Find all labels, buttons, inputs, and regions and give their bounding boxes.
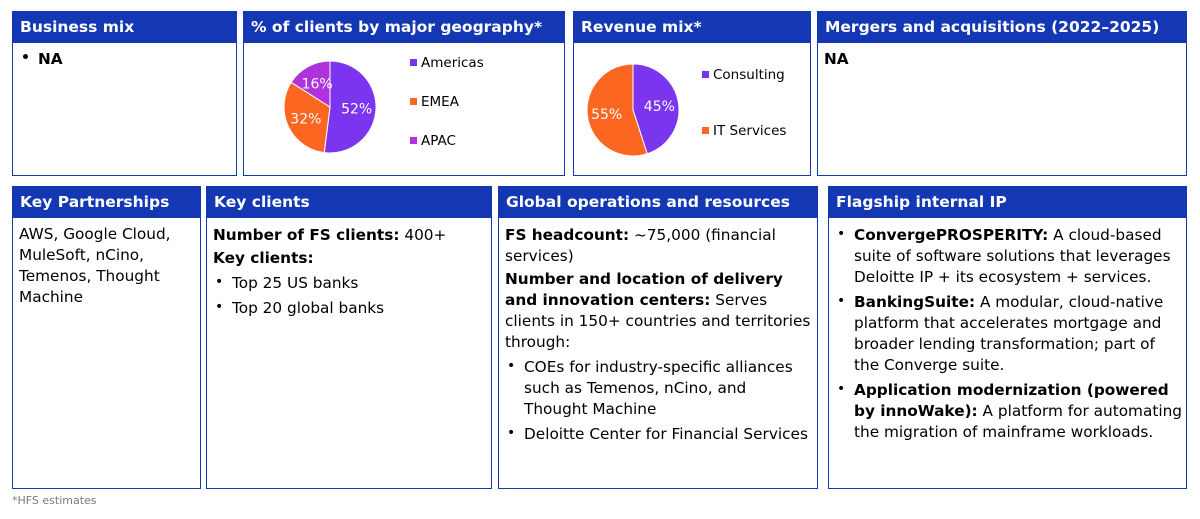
centers-line <box>505 269 811 353</box>
ip-desc: A modular, cloud-native platform that accelerates mortgage and broader lending transformation; part of the Converge suite. <box>854 293 1164 374</box>
footnote: *HFS estimates <box>12 494 97 507</box>
list-item: • Top 25 US banks <box>213 273 485 294</box>
apac-swatch <box>410 137 417 144</box>
revenue-card <box>573 11 811 176</box>
flagship-title: Flagship internal IP <box>829 187 1186 218</box>
list-item: • COEs for industry-specific alliances such as Temenos, nCino, and Thought Machine <box>505 357 811 420</box>
legend-item-apac <box>410 133 456 149</box>
legend-item-emea <box>410 94 459 110</box>
flagship-card <box>828 186 1187 489</box>
ip-name: Application modernization (powered by innoWake): <box>854 381 1169 420</box>
list-item <box>835 225 1182 288</box>
emea-swatch <box>410 98 417 105</box>
list-item <box>835 292 1182 376</box>
legend-item-consulting <box>702 67 785 83</box>
consulting-swatch <box>702 71 709 78</box>
clients-card <box>206 186 492 489</box>
geography-title: % of clients by major geography* <box>244 12 564 43</box>
ip-desc: A platform for automating the migration of mainframe workloads. <box>854 402 1182 441</box>
ma-card <box>817 11 1187 176</box>
centers-value: Serves clients in 150+ countries and territories through: <box>505 291 811 351</box>
revenue-pie-chart <box>585 62 681 158</box>
revenue-title: Revenue mix* <box>574 12 810 43</box>
partnerships-title: Key Partnerships <box>13 187 200 218</box>
ma-title: Mergers and acquisitions (2022–2025) <box>818 12 1186 43</box>
headcount-value: ~75,000 (financial services) <box>505 226 776 265</box>
centers-label: Number and location of delivery and innovation centers: <box>505 270 783 309</box>
revenue-legend <box>702 67 807 147</box>
ip-desc: A cloud-based suite of software solutions that leverages Deloitte IP + its ecosystem + services. <box>854 226 1171 286</box>
list-item: • Deloitte Center for Financial Services <box>505 424 811 445</box>
list-item: • Top 20 global banks <box>213 298 485 319</box>
legend-label-consulting: Consulting <box>713 67 785 83</box>
legend-label-emea: EMEA <box>421 94 459 110</box>
americas-swatch <box>410 59 417 66</box>
fs-clients-line <box>213 225 485 246</box>
it-services-swatch <box>702 127 709 134</box>
business-mix-title: Business mix <box>13 12 236 43</box>
clients-title: Key clients <box>207 187 491 218</box>
fs-clients-value: 400+ <box>399 226 447 244</box>
partnerships-text: AWS, Google Cloud, MuleSoft, nCino, Temenos, Thought Machine <box>19 225 171 306</box>
emea-data-label: 32% <box>290 111 322 128</box>
headcount-label: FS headcount: <box>505 226 630 244</box>
headcount-line <box>505 225 811 267</box>
list-item <box>835 380 1182 443</box>
global-ops-title: Global operations and resources <box>499 187 817 218</box>
legend-item-it-services <box>702 123 786 139</box>
legend-label-it-services: IT Services <box>713 123 787 139</box>
fs-clients-label: Number of FS clients: <box>213 226 400 244</box>
business-mix-card <box>12 11 237 176</box>
ma-value: NA <box>824 50 849 68</box>
consulting-data-label: 45% <box>643 98 675 115</box>
ip-name: ConvergePROSPERITY: <box>854 226 1049 244</box>
ip-name: BankingSuite: <box>854 293 976 311</box>
americas-data-label: 52% <box>341 101 373 118</box>
geography-legend <box>410 55 560 155</box>
key-clients-label: Key clients: <box>213 249 314 267</box>
business-mix-value: • NA <box>19 49 230 70</box>
geography-pie-chart <box>282 59 378 155</box>
global-ops-card <box>498 186 818 489</box>
partnerships-card <box>12 186 201 489</box>
legend-item-americas <box>410 55 484 71</box>
apac-data-label: 16% <box>301 76 333 93</box>
legend-label-apac: APAC <box>421 133 456 149</box>
geography-card <box>243 11 565 176</box>
legend-label-americas: Americas <box>421 55 484 71</box>
it-services-data-label: 55% <box>591 107 623 124</box>
